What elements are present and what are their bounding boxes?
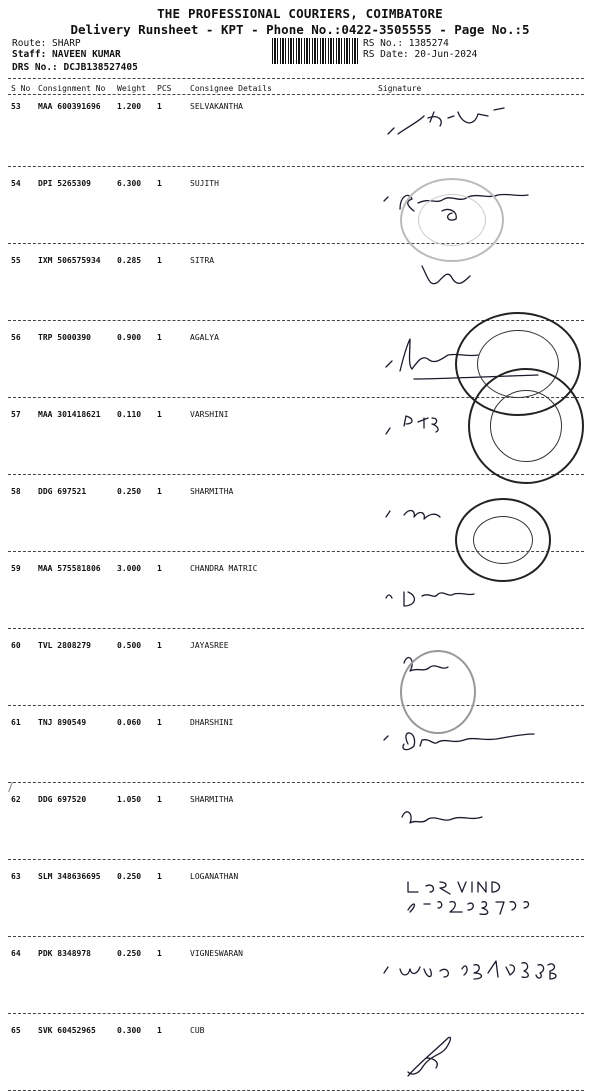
serial-number: 58	[11, 487, 21, 496]
consignment-number: IXM 506575934	[38, 256, 101, 265]
column-consignment: Consignment No	[38, 84, 106, 93]
table-row	[0, 1020, 600, 1088]
serial-number: 65	[11, 1026, 21, 1035]
bank-stamp	[400, 650, 476, 734]
table-row	[0, 943, 600, 1011]
column-sno: S No	[11, 84, 31, 93]
consignment-number: TNJ 890549	[38, 718, 87, 727]
weight-value: 0.900	[117, 333, 142, 342]
pieces-count: 1	[157, 410, 162, 419]
consignment-number: PDK 8348978	[38, 949, 91, 958]
serial-number: 54	[11, 179, 21, 188]
consignee-name: SHARMITHA	[190, 795, 234, 804]
barcode	[272, 38, 358, 64]
weight-value: 0.250	[117, 949, 142, 958]
weight-value: 6.300	[117, 179, 142, 188]
consignee-name: VIGNESWARAN	[190, 949, 243, 958]
serial-number: 61	[11, 718, 21, 727]
signature-scribble	[378, 104, 578, 156]
consignee-name: CUB	[190, 1026, 205, 1035]
pieces-count: 1	[157, 795, 162, 804]
serial-number: 59	[11, 564, 21, 573]
serial-number: 57	[11, 410, 21, 419]
row-divider	[8, 936, 584, 937]
weight-value: 1.050	[117, 795, 142, 804]
column-signature: Signature	[378, 84, 422, 93]
pieces-count: 1	[157, 718, 162, 727]
row-divider	[8, 859, 584, 860]
consignee-name: LOGANATHAN	[190, 872, 239, 881]
pieces-count: 1	[157, 333, 162, 342]
consignee-name: AGALYA	[190, 333, 219, 342]
row-divider	[8, 628, 584, 629]
weight-value: 1.200	[117, 102, 142, 111]
pieces-count: 1	[157, 564, 162, 573]
row-divider	[8, 705, 584, 706]
consignment-number: TRP 5000390	[38, 333, 91, 342]
header-rule-bottom	[8, 94, 584, 95]
pieces-count: 1	[157, 102, 162, 111]
serial-number: 64	[11, 949, 21, 958]
table-row	[0, 635, 600, 703]
weight-value: 0.250	[117, 872, 142, 881]
serial-number: 56	[11, 333, 21, 342]
consignee-name: SUJITH	[190, 179, 219, 188]
consignee-name: SHARMITHA	[190, 487, 234, 496]
route-label: Route: SHARP	[12, 38, 81, 49]
consignment-number: MAA 301418621	[38, 410, 101, 419]
weight-value: 0.500	[117, 641, 142, 650]
signature-scribble	[378, 797, 578, 849]
consignee-name: SELVAKANTHA	[190, 102, 243, 111]
weight-value: 0.285	[117, 256, 142, 265]
pieces-count: 1	[157, 641, 162, 650]
serial-number: 55	[11, 256, 21, 265]
weight-value: 3.000	[117, 564, 142, 573]
table-row	[0, 712, 600, 780]
signature-scribble	[378, 1028, 578, 1080]
consignment-number: TVL 2808279	[38, 641, 91, 650]
pieces-count: 1	[157, 179, 162, 188]
serial-number: 60	[11, 641, 21, 650]
weight-value: 0.110	[117, 410, 142, 419]
row-divider	[8, 782, 584, 783]
row-divider	[8, 243, 584, 244]
consignment-number: MAA 575581806	[38, 564, 101, 573]
drs-number: DRS No.: DCJB138527405	[12, 62, 138, 73]
pieces-count: 1	[157, 487, 162, 496]
rs-number: RS No.: 1385274	[363, 38, 449, 49]
runsheet-title: Delivery Runsheet - KPT - Phone No.:0422-3505555 - Page No.:5	[70, 22, 530, 37]
company-title: THE PROFESSIONAL COURIERS, COIMBATORE	[157, 6, 443, 21]
school-stamp	[468, 368, 584, 484]
consignment-number: DDG 697520	[38, 795, 87, 804]
header-rule-top	[8, 78, 584, 79]
consignment-number: SVK 60452965	[38, 1026, 96, 1035]
weight-value: 0.250	[117, 487, 142, 496]
consignee-name: DHARSHINI	[190, 718, 234, 727]
consignment-number: DPI 5265309	[38, 179, 91, 188]
serial-number: 62	[11, 795, 21, 804]
table-row	[0, 789, 600, 857]
second-hostel-stamp	[455, 498, 551, 582]
consignee-name: JAYASREE	[190, 641, 229, 650]
column-consignee: Consignee Details	[190, 84, 272, 93]
column-weight: Weight	[117, 84, 146, 93]
consignee-name: CHANDRA MATRIC	[190, 564, 258, 573]
table-row	[0, 173, 600, 241]
column-pcs: PCS	[157, 84, 172, 93]
weight-value: 0.300	[117, 1026, 142, 1035]
signature-scribble	[378, 951, 578, 1003]
pieces-count: 1	[157, 949, 162, 958]
pieces-count: 1	[157, 872, 162, 881]
consignee-name: SITRA	[190, 256, 215, 265]
rs-date: RS Date: 20-Jun-2024	[363, 49, 478, 60]
serial-number: 63	[11, 872, 21, 881]
table-row	[0, 250, 600, 318]
pieces-count: 1	[157, 256, 162, 265]
row-divider	[8, 166, 584, 167]
faint-stamp	[400, 178, 504, 262]
table-row	[0, 866, 600, 934]
consignment-number: MAA 600391696	[38, 102, 101, 111]
pieces-count: 1	[157, 1026, 162, 1035]
serial-number: 53	[11, 102, 21, 111]
consignee-name: VARSHINI	[190, 410, 229, 419]
signature-scribble	[378, 258, 578, 310]
signature-scribble	[378, 874, 578, 926]
consignment-number: SLM 348636695	[38, 872, 101, 881]
signature-scribble	[378, 720, 578, 772]
consignment-number: DDG 697521	[38, 487, 87, 496]
weight-value: 0.060	[117, 718, 142, 727]
table-row	[0, 96, 600, 164]
row-divider	[8, 1013, 584, 1014]
staff-label: Staff: NAVEEN KUMAR	[12, 49, 121, 60]
